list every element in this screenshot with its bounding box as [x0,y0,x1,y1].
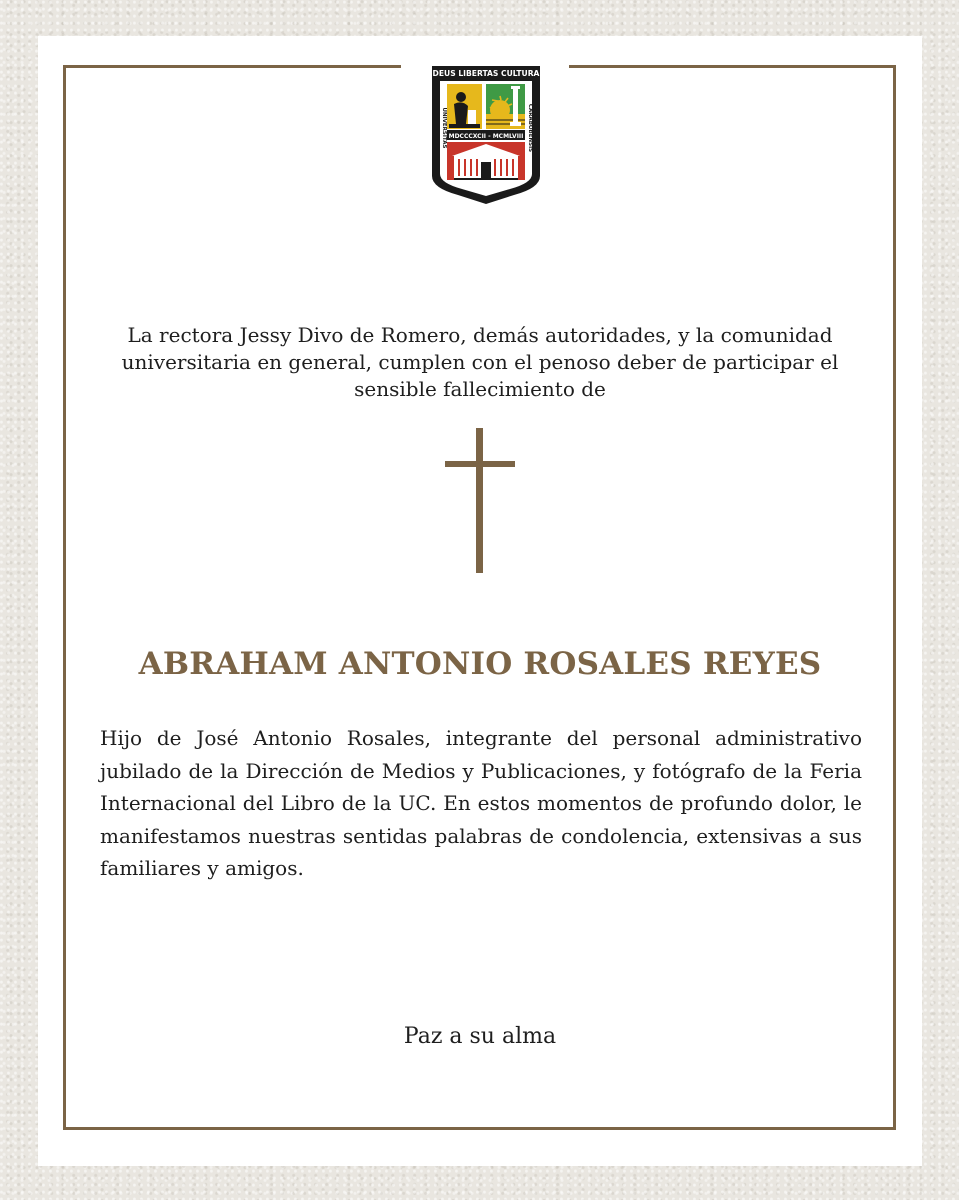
frame-bottom-line [63,1127,896,1130]
closing-phrase: Paz a su alma [403,1024,557,1049]
obituary-card [38,36,922,1166]
crest-motto: DEUS LIBERTAS CULTURA [432,69,540,78]
university-crest [430,64,542,208]
frame-left-line [63,65,66,1130]
frame-right-line [893,65,896,1130]
crest-right-text: CARABOBENSIS [527,103,533,153]
cross-icon [445,428,515,573]
frame-top-left-line [63,65,401,68]
announcement-intro: La rectora Jessy Divo de Romero, demás autoridades, y la comunidad universitaria en general, cumplen con el penoso deber de participar el sensible fallecimiento de [121,323,839,401]
condolence-message: Hijo de José Antonio Rosales, integrante del personal administrativo jubilado de la Dirección de Medios y Publicaciones, y fotógrafo de la Feria Internacional del Libro de la UC. En estos momentos de profundo dolor, le manifestamos nuestras sentidas palabras de condolencia, extensivas a sus familiares y amigos. [100,726,862,880]
frame-top-right-line [569,65,896,68]
deceased-name: ABRAHAM ANTONIO ROSALES REYES [138,646,822,682]
crest-dates: MDCCCXCII - MCMLVIII [448,133,524,140]
crest-left-text: UNIVERSITAS [441,107,447,149]
